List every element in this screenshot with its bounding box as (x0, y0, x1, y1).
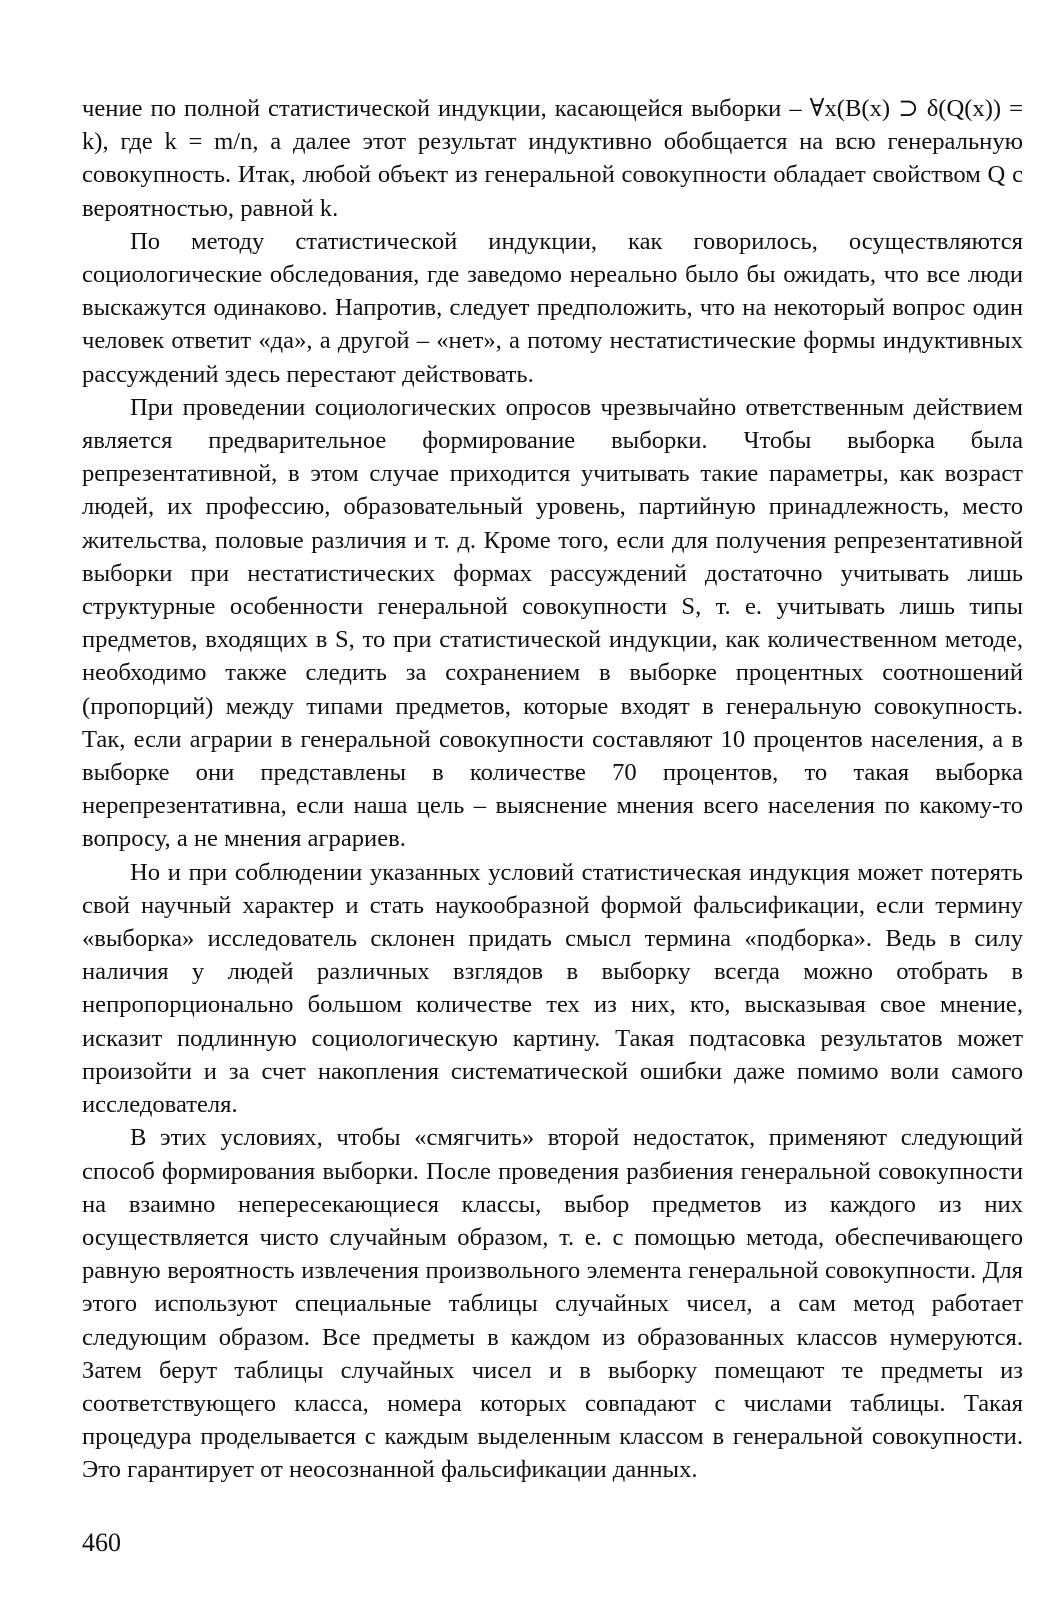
body-text (82, 92, 1023, 1487)
paragraph-1: чение по полной статистической индукции, касающейся выборки – ∀x(B(x) ⊃ δ(Q(x)) = k), где k = m/n, а далее этот результат индуктивно обобщается на всю генеральную совокупность. Итак, любой объект из генеральной совокупности обладает свойством Q с вероятностью, равной k. (82, 95, 1023, 222)
paragraph-4: Но и при соблюдении указанных условий статистическая индукция может потерять свой научный характер и стать наукообразной формой фальсификации, если термину «выборка» исследователь склонен придать смысл термина «подборка». Ведь в силу наличия у людей различных взглядов в выборку всегда можно отобрать в непропорционально большом количестве тех из них, кто, высказывая свое мнение, исказит подлинную социологическую картину. Такая подтасовка результатов может произойти и за счет накопления систематической ошибки даже помимо воли самого исследователя. (82, 858, 1023, 1119)
page-number: 460 (82, 1528, 121, 1557)
paragraph-2: По методу статистической индукции, как говорилось, осуществляются социологические обследования, где заведомо нереально было бы ожидать, что все люди выскажутся одинаково. Напротив, следует предположить, что на некоторый вопрос один человек ответит «да», а другой – «нет», а потому нестатистические формы индуктивных рассуждений здесь перестают действовать. (82, 227, 1023, 388)
paragraph-3: При проведении социологических опросов чрезвычайно ответственным действием является предварительное формирование выборки. Чтобы выборка была репрезентативной, в этом случае приходится учитывать такие параметры, как возраст людей, их профессию, образовательный уровень, партийную принадлежность, место жительства, половые различия и т. д. Кроме того, если для получения репрезентативной выборки при нестатистических формах рассуждений достаточно учитывать лишь структурные особенности генеральной совокупности S, т. е. учитывать лишь типы предметов, входящих в S, то при статистической индукции, как количественном методе, необходимо также следить за сохранением в выборке процентных соотношений (пропорций) между типами предметов, которые входят в генеральную совокупность. Так, если аграрии в генеральной совокупности составляют 10 процентов населения, а в выборке они представлены в количестве 70 процентов, то такая выборка нерепрезентативна, если наша цель – выяснение мнения всего населения по какому-то вопросу, а не мнения аграриев. (82, 393, 1023, 853)
paragraph-5: В этих условиях, чтобы «смягчить» второй недостаток, применяют следующий способ формирования выборки. После проведения разбиения генеральной совокупности на взаимно непересекающиеся классы, выбор предметов из каждого из них осуществляется чисто случайным образом, т. е. с помощью метода, обеспечивающего равную вероятность извлечения произвольного элемента генеральной совокупности. Для этого используют специальные таблицы случайных чисел, а сам метод работает следующим образом. Все предметы в каждом из образованных классов нумеруются. Затем берут таблицы случайных чисел и в выборку помещают те предметы из соответствующего класса, номера которых совпадают с числами таблицы. Такая процедура проделывается с каждым выделенным классом в генеральной совокупности. Это гарантирует от неосознанной фальсификации данных. (82, 1124, 1023, 1484)
